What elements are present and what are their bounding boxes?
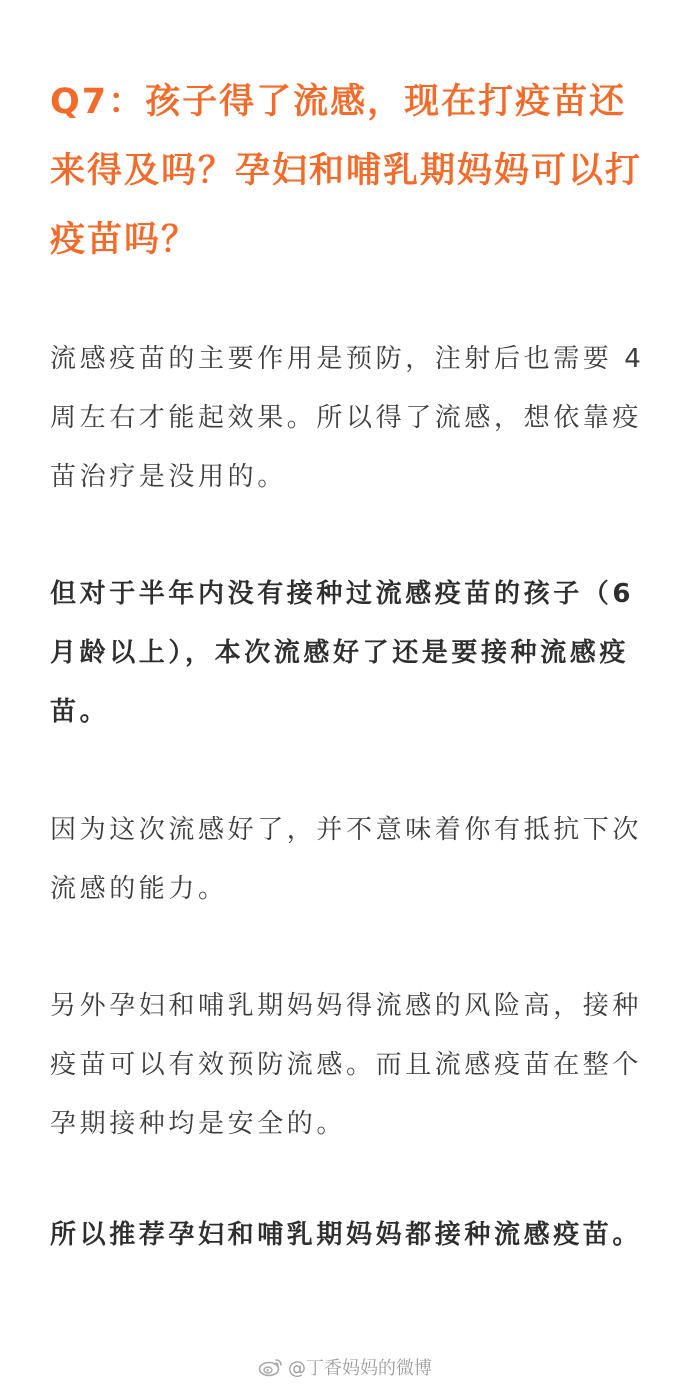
question-title: Q7：孩子得了流感，现在打疫苗还来得及吗？孕妇和哺乳期妈妈可以打疫苗吗？	[50, 82, 643, 260]
paragraph-children-recommendation: 但对于半年内没有接种过流感疫苗的孩子（6 月龄以上），本次流感好了还是要接种流感疫苗。	[50, 579, 635, 727]
paragraph-pregnant-risk: 另外孕妇和哺乳期妈妈得流感的风险高，接种疫苗可以有效预防流感。而且流感疫苗在整个孕期接种均是安全的。	[50, 991, 643, 1139]
weibo-watermark	[258, 1355, 432, 1379]
watermark-text: @丁香妈妈的微博	[288, 1358, 432, 1379]
paragraph-no-immunity: 因为这次流感好了，并不意味着你有抵抗下次流感的能力。	[50, 815, 643, 904]
weibo-logo-icon	[258, 1357, 284, 1377]
paragraph-vaccine-purpose: 流感疫苗的主要作用是预防，注射后也需要 4 周左右才能起效果。所以得了流感，想依靠疫苗治疗是没用的。	[50, 344, 645, 492]
paragraph-pregnant-recommendation: 所以推荐孕妇和哺乳期妈妈都接种流感疫苗。	[50, 1220, 643, 1250]
